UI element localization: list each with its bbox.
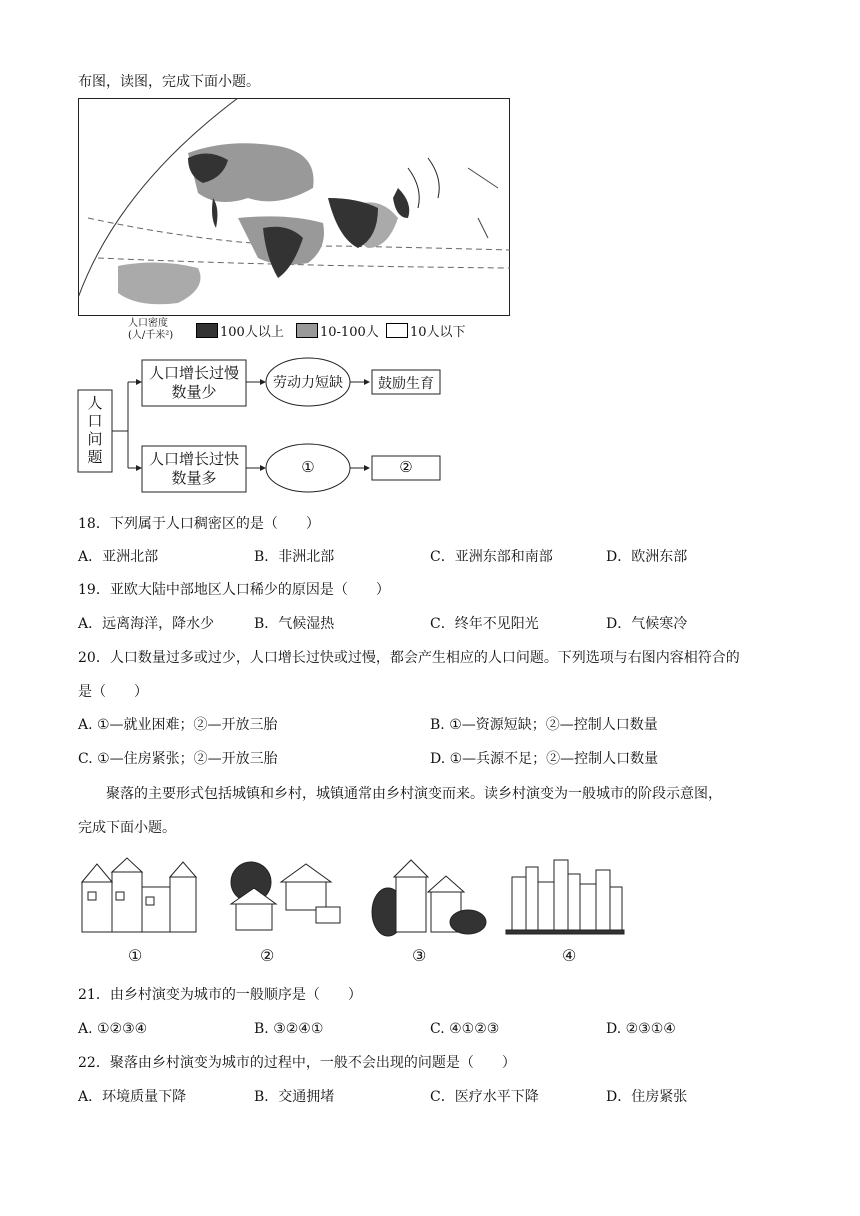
flow-root-char-3: 问 xyxy=(87,430,103,448)
q19-option-d: D．气候寒冷 xyxy=(606,616,688,632)
legend-label-mid: 10-100人 xyxy=(320,325,379,340)
q19-stem: 19．亚欧大陆中部地区人口稀少的原因是（ ） xyxy=(78,582,390,598)
q19-option-a: A．远离海洋，降水少 xyxy=(78,616,215,632)
settlement-passage-line2: 完成下面小题。 xyxy=(78,820,176,836)
settlement-stages-illustration xyxy=(76,852,636,972)
flow-root-char-4: 题 xyxy=(87,448,103,466)
q19-option-b: B．气候湿热 xyxy=(254,616,335,632)
map-legend xyxy=(128,318,488,346)
legend-label-high: 100人以上 xyxy=(220,325,284,340)
q18-option-d: D．欧洲东部 xyxy=(606,549,688,565)
stage-label-1: ① xyxy=(128,946,143,965)
q22-option-c: C．医疗水平下降 xyxy=(430,1089,539,1105)
flow-bottom-policy: ② xyxy=(399,458,413,476)
flow-root-char-2: 口 xyxy=(87,412,103,430)
settlement-passage-line1: 聚落的主要形式包括城镇和乡村，城镇通常由乡村演变而来。读乡村演变为一般城市的阶段示意图， xyxy=(106,786,722,802)
flow-top-cause-1: 人口增长过慢 xyxy=(148,364,239,382)
q18-option-c: C．亚洲东部和南部 xyxy=(430,549,553,565)
legend-label-low: 10人以下 xyxy=(410,325,466,340)
q22-stem: 22．聚落由乡村演变为城市的过程中，一般不会出现的问题是（ ） xyxy=(78,1055,516,1071)
q21-option-c: C. ④①②③ xyxy=(430,1021,500,1037)
q22-option-d: D．住房紧张 xyxy=(606,1089,688,1105)
flow-top-cause-2: 数量少 xyxy=(171,383,217,401)
q21-option-d: D. ②③①④ xyxy=(606,1021,676,1037)
legend-title: 人口密度 xyxy=(128,318,168,329)
q18-option-b: B．非洲北部 xyxy=(254,549,335,565)
q20-option-d: D. ①—兵源不足；②—控制人口数量 xyxy=(430,751,659,767)
flow-root-char-1: 人 xyxy=(87,394,103,412)
legend-swatch-mid xyxy=(296,323,318,338)
flow-bottom-effect: ① xyxy=(301,458,315,476)
q20-option-c: C. ①—住房紧张；②—开放三胎 xyxy=(78,751,278,767)
stage-label-4: ④ xyxy=(562,946,577,965)
q21-stem: 21．由乡村演变为城市的一般顺序是（ ） xyxy=(78,987,362,1003)
legend-swatch-low xyxy=(386,323,408,338)
population-density-map xyxy=(78,98,510,316)
population-problem-diagram xyxy=(74,352,454,500)
q22-option-a: A．环境质量下降 xyxy=(78,1089,187,1105)
q19-option-c: C．终年不见阳光 xyxy=(430,616,539,632)
q20-option-a: A. ①—就业困难；②—开放三胎 xyxy=(78,717,278,733)
stage-2-farm-houses xyxy=(231,862,340,930)
stage-label-3: ③ xyxy=(412,946,427,965)
stage-4-city-skyline xyxy=(506,860,624,934)
q21-option-b: B. ③②④① xyxy=(254,1021,324,1037)
flow-bottom-cause-2: 数量多 xyxy=(171,469,217,487)
q20-stem: 20．人口数量过多或过少，人口增长过快或过慢，都会产生相应的人口问题。下列选项与右图内容相符合的 xyxy=(78,650,740,666)
q20-option-b: B. ①—资源短缺；②—控制人口数量 xyxy=(430,717,658,733)
stage-3-town-buildings xyxy=(372,860,486,936)
intro-tail: 布图，读图，完成下面小题。 xyxy=(78,74,260,90)
flow-bottom-cause-1: 人口增长过快 xyxy=(148,450,239,468)
q18-stem: 18．下列属于人口稠密区的是（ ） xyxy=(78,516,320,532)
legend-unit: (人/千米²) xyxy=(128,330,174,341)
q20-stem-cont: 是（ ） xyxy=(78,684,148,700)
stage-1-village-houses xyxy=(82,858,196,932)
q22-option-b: B．交通拥堵 xyxy=(254,1089,335,1105)
legend-swatch-high xyxy=(196,323,218,338)
flow-top-effect: 劳动力短缺 xyxy=(273,375,343,391)
q21-option-a: A. ①②③④ xyxy=(78,1021,148,1037)
stage-label-2: ② xyxy=(260,946,275,965)
q18-option-a: A．亚洲北部 xyxy=(78,549,159,565)
flow-top-policy: 鼓励生育 xyxy=(378,376,434,392)
